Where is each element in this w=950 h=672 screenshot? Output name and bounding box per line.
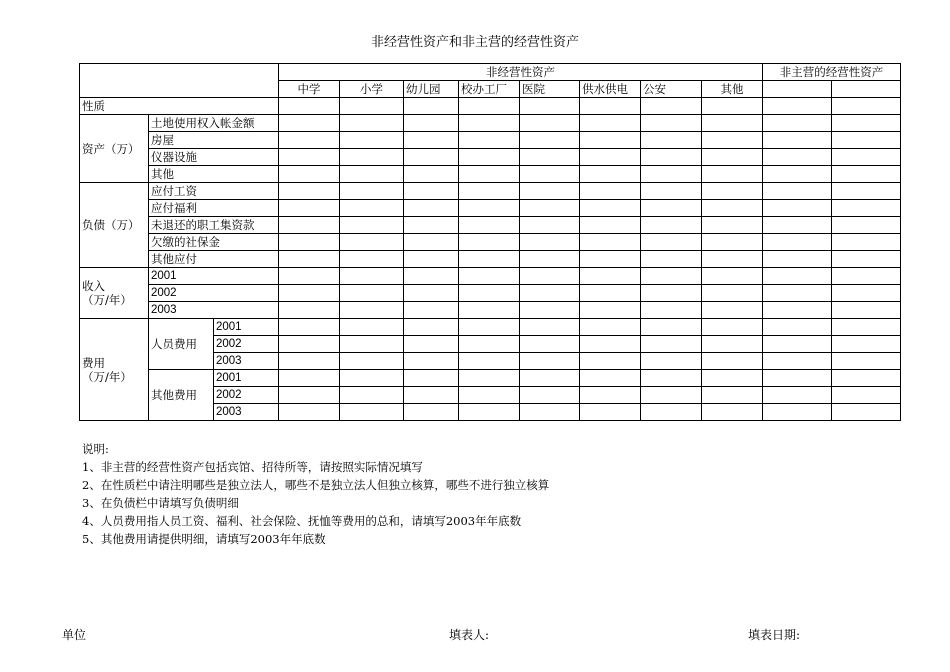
- footer-date-label: 填表日期:: [748, 628, 801, 642]
- data-entry-cell[interactable]: [520, 234, 580, 251]
- data-entry-cell[interactable]: [763, 319, 832, 336]
- data-entry-cell[interactable]: [459, 387, 520, 404]
- data-entry-cell[interactable]: [641, 319, 702, 336]
- data-entry-cell[interactable]: [763, 251, 832, 268]
- data-entry-cell[interactable]: [580, 370, 641, 387]
- data-entry-cell[interactable]: [279, 98, 340, 115]
- data-entry-cell[interactable]: [340, 115, 404, 132]
- data-entry-cell[interactable]: [404, 166, 459, 183]
- data-entry-cell[interactable]: [279, 319, 340, 336]
- data-entry-cell[interactable]: [340, 387, 404, 404]
- row-label-nature: 性质: [80, 98, 279, 115]
- data-entry-cell[interactable]: [279, 404, 340, 421]
- data-entry-cell[interactable]: [520, 370, 580, 387]
- data-entry-cell[interactable]: [702, 217, 763, 234]
- data-entry-cell[interactable]: [763, 98, 832, 115]
- data-entry-cell[interactable]: [702, 319, 763, 336]
- data-entry-cell[interactable]: [404, 98, 459, 115]
- data-entry-cell[interactable]: [641, 336, 702, 353]
- data-entry-cell[interactable]: [459, 336, 520, 353]
- row-label-asset-item: 土地使用权入帐金额: [149, 115, 279, 132]
- data-entry-cell[interactable]: [702, 166, 763, 183]
- data-entry-cell[interactable]: [459, 302, 520, 319]
- corner-cell: [80, 64, 279, 98]
- column-header-water-power: 供水供电: [580, 81, 641, 98]
- data-entry-cell[interactable]: [641, 98, 702, 115]
- data-entry-cell[interactable]: [404, 387, 459, 404]
- data-entry-cell[interactable]: [459, 370, 520, 387]
- data-entry-cell[interactable]: [832, 149, 901, 166]
- data-entry-cell[interactable]: [340, 183, 404, 200]
- data-entry-cell[interactable]: [832, 234, 901, 251]
- data-entry-cell[interactable]: [404, 285, 459, 302]
- data-entry-cell[interactable]: [459, 200, 520, 217]
- data-entry-cell[interactable]: [580, 149, 641, 166]
- data-entry-cell[interactable]: [404, 336, 459, 353]
- data-entry-cell[interactable]: [580, 200, 641, 217]
- expense-label-line2: （万/年）: [82, 369, 132, 384]
- data-entry-cell[interactable]: [279, 353, 340, 370]
- data-entry-cell[interactable]: [459, 268, 520, 285]
- column-header-blank: [832, 81, 901, 98]
- column-header-primary-school: 小学: [340, 81, 404, 98]
- data-entry-cell[interactable]: [580, 302, 641, 319]
- data-entry-cell[interactable]: [580, 217, 641, 234]
- data-entry-cell[interactable]: [520, 251, 580, 268]
- data-entry-cell[interactable]: [459, 217, 520, 234]
- data-entry-cell[interactable]: [520, 404, 580, 421]
- data-entry-cell[interactable]: [832, 98, 901, 115]
- data-entry-cell[interactable]: [404, 149, 459, 166]
- note-item: 3、在负债栏中请填写负债明细: [82, 496, 239, 510]
- data-entry-cell[interactable]: [641, 302, 702, 319]
- data-entry-cell[interactable]: [279, 217, 340, 234]
- data-entry-cell[interactable]: [340, 132, 404, 149]
- data-entry-cell[interactable]: [832, 353, 901, 370]
- data-entry-cell[interactable]: [702, 149, 763, 166]
- data-entry-cell[interactable]: [340, 200, 404, 217]
- data-entry-cell[interactable]: [580, 404, 641, 421]
- data-entry-cell[interactable]: [763, 217, 832, 234]
- data-entry-cell[interactable]: [641, 166, 702, 183]
- data-entry-cell[interactable]: [279, 115, 340, 132]
- data-entry-cell[interactable]: [580, 234, 641, 251]
- data-entry-cell[interactable]: [279, 370, 340, 387]
- data-entry-cell[interactable]: [763, 268, 832, 285]
- group-header-non-operating: 非经营性资产: [279, 64, 763, 81]
- note-item: 2、在性质栏中请注明哪些是独立法人，哪些不是独立法人但独立核算，哪些不进行独立核算: [82, 478, 550, 492]
- data-entry-cell[interactable]: [340, 98, 404, 115]
- column-header-other: 其他: [702, 81, 763, 98]
- data-entry-cell[interactable]: [702, 353, 763, 370]
- row-label-income-year: 2002: [149, 285, 279, 302]
- data-entry-cell[interactable]: [832, 370, 901, 387]
- column-header-police: 公安: [641, 81, 702, 98]
- data-entry-cell[interactable]: [763, 149, 832, 166]
- data-entry-cell[interactable]: [702, 302, 763, 319]
- data-entry-cell[interactable]: [641, 370, 702, 387]
- footer-unit-label: 单位: [62, 628, 87, 642]
- data-entry-cell[interactable]: [279, 387, 340, 404]
- data-entry-cell[interactable]: [404, 302, 459, 319]
- row-label-expense-year: 2001: [214, 319, 279, 336]
- data-entry-cell[interactable]: [763, 404, 832, 421]
- data-entry-cell[interactable]: [459, 234, 520, 251]
- data-entry-cell[interactable]: [404, 251, 459, 268]
- data-entry-cell[interactable]: [763, 132, 832, 149]
- data-entry-cell[interactable]: [340, 404, 404, 421]
- data-entry-cell[interactable]: [340, 285, 404, 302]
- data-entry-cell[interactable]: [702, 370, 763, 387]
- column-header-kindergarten: 幼儿园: [404, 81, 459, 98]
- data-entry-cell[interactable]: [641, 268, 702, 285]
- data-entry-cell[interactable]: [340, 353, 404, 370]
- data-entry-cell[interactable]: [459, 183, 520, 200]
- data-entry-cell[interactable]: [580, 183, 641, 200]
- footer-filler-label: 填表人:: [449, 628, 490, 642]
- row-label-income-year: 2003: [149, 302, 279, 319]
- data-entry-cell[interactable]: [580, 319, 641, 336]
- row-label-expense-year: 2003: [214, 353, 279, 370]
- data-entry-cell[interactable]: [580, 387, 641, 404]
- data-entry-cell[interactable]: [404, 370, 459, 387]
- data-entry-cell[interactable]: [520, 319, 580, 336]
- data-entry-cell[interactable]: [279, 200, 340, 217]
- data-entry-cell[interactable]: [580, 336, 641, 353]
- data-entry-cell[interactable]: [404, 234, 459, 251]
- page-title: 非经营性资产和非主营的经营性资产: [370, 35, 579, 50]
- note-item: 1、非主营的经营性资产包括宾馆、招待所等，请按照实际情况填写: [82, 460, 423, 474]
- data-entry-cell[interactable]: [763, 166, 832, 183]
- data-entry-cell[interactable]: [340, 251, 404, 268]
- data-entry-cell[interactable]: [641, 149, 702, 166]
- data-entry-cell[interactable]: [520, 285, 580, 302]
- data-entry-cell[interactable]: [459, 251, 520, 268]
- data-entry-cell[interactable]: [340, 234, 404, 251]
- data-entry-cell[interactable]: [641, 200, 702, 217]
- data-entry-cell[interactable]: [832, 132, 901, 149]
- column-header-school-factory: 校办工厂: [459, 81, 520, 98]
- data-entry-cell[interactable]: [520, 115, 580, 132]
- expense-label-line1: 费用: [82, 355, 105, 370]
- notes-block: [82, 440, 549, 548]
- data-entry-cell[interactable]: [520, 353, 580, 370]
- data-entry-cell[interactable]: [340, 319, 404, 336]
- data-entry-cell[interactable]: [520, 149, 580, 166]
- data-entry-cell[interactable]: [459, 98, 520, 115]
- row-label-liability-item: 应付工资: [149, 183, 279, 200]
- data-entry-cell[interactable]: [580, 115, 641, 132]
- data-entry-cell[interactable]: [832, 336, 901, 353]
- data-entry-cell[interactable]: [580, 251, 641, 268]
- row-label-liability-item: 欠缴的社保金: [149, 234, 279, 251]
- data-entry-cell[interactable]: [580, 166, 641, 183]
- row-label-expense-year: 2003: [214, 404, 279, 421]
- group-header-non-main: 非主营的经营性资产: [763, 64, 901, 81]
- data-entry-cell[interactable]: [702, 115, 763, 132]
- row-label-asset-item: 仪器设施: [149, 149, 279, 166]
- data-entry-cell[interactable]: [404, 132, 459, 149]
- data-entry-cell[interactable]: [520, 98, 580, 115]
- data-entry-cell[interactable]: [404, 268, 459, 285]
- income-label-line2: （万/年）: [82, 293, 132, 307]
- row-label-liability-item: 未退还的职工集资款: [149, 217, 279, 234]
- asset-form-table: [79, 63, 901, 421]
- data-entry-cell[interactable]: [702, 183, 763, 200]
- data-entry-cell[interactable]: [520, 183, 580, 200]
- data-entry-cell[interactable]: [279, 132, 340, 149]
- section-label-income: [80, 268, 149, 319]
- data-entry-cell[interactable]: [763, 115, 832, 132]
- data-entry-cell[interactable]: [641, 251, 702, 268]
- row-label-expense-year: 2002: [214, 387, 279, 404]
- data-entry-cell[interactable]: [520, 302, 580, 319]
- row-label-income-year: 2001: [149, 268, 279, 285]
- data-entry-cell[interactable]: [404, 353, 459, 370]
- data-entry-cell[interactable]: [763, 183, 832, 200]
- data-entry-cell[interactable]: [763, 285, 832, 302]
- data-entry-cell[interactable]: [520, 336, 580, 353]
- data-entry-cell[interactable]: [340, 302, 404, 319]
- data-entry-cell[interactable]: [641, 217, 702, 234]
- data-entry-cell[interactable]: [404, 200, 459, 217]
- data-entry-cell[interactable]: [404, 115, 459, 132]
- data-entry-cell[interactable]: [279, 166, 340, 183]
- data-entry-cell[interactable]: [520, 217, 580, 234]
- data-entry-cell[interactable]: [340, 370, 404, 387]
- data-entry-cell[interactable]: [763, 387, 832, 404]
- data-entry-cell[interactable]: [279, 251, 340, 268]
- data-entry-cell[interactable]: [641, 353, 702, 370]
- subsection-label-other-expense: 其他费用: [149, 370, 214, 421]
- row-label-asset-item: 其他: [149, 166, 279, 183]
- data-entry-cell[interactable]: [459, 166, 520, 183]
- data-entry-cell[interactable]: [459, 353, 520, 370]
- data-entry-cell[interactable]: [702, 251, 763, 268]
- data-entry-cell[interactable]: [459, 115, 520, 132]
- data-entry-cell[interactable]: [459, 149, 520, 166]
- data-entry-cell[interactable]: [832, 302, 901, 319]
- data-entry-cell[interactable]: [832, 166, 901, 183]
- row-label-asset-item: 房屋: [149, 132, 279, 149]
- data-entry-cell[interactable]: [340, 166, 404, 183]
- data-entry-cell[interactable]: [404, 319, 459, 336]
- data-entry-cell[interactable]: [763, 200, 832, 217]
- data-entry-cell[interactable]: [763, 336, 832, 353]
- subsection-label-personnel: 人员费用: [149, 319, 214, 370]
- data-entry-cell[interactable]: [279, 302, 340, 319]
- data-entry-cell[interactable]: [763, 234, 832, 251]
- data-entry-cell[interactable]: [459, 132, 520, 149]
- row-label-expense-year: 2002: [214, 336, 279, 353]
- data-entry-cell[interactable]: [702, 404, 763, 421]
- data-entry-cell[interactable]: [702, 285, 763, 302]
- column-header-hospital: 医院: [520, 81, 580, 98]
- data-entry-cell[interactable]: [641, 183, 702, 200]
- row-label-expense-year: 2001: [214, 370, 279, 387]
- data-entry-cell[interactable]: [340, 336, 404, 353]
- data-entry-cell[interactable]: [279, 268, 340, 285]
- data-entry-cell[interactable]: [641, 132, 702, 149]
- data-entry-cell[interactable]: [702, 200, 763, 217]
- section-label-liabilities: 负债（万）: [80, 183, 149, 268]
- data-entry-cell[interactable]: [832, 200, 901, 217]
- data-entry-cell[interactable]: [763, 370, 832, 387]
- data-entry-cell[interactable]: [279, 183, 340, 200]
- data-entry-cell[interactable]: [641, 387, 702, 404]
- data-entry-cell[interactable]: [832, 217, 901, 234]
- data-entry-cell[interactable]: [404, 404, 459, 421]
- data-entry-cell[interactable]: [580, 98, 641, 115]
- data-entry-cell[interactable]: [641, 115, 702, 132]
- data-entry-cell[interactable]: [763, 353, 832, 370]
- income-label-line1: 收入: [82, 279, 105, 293]
- data-entry-cell[interactable]: [279, 149, 340, 166]
- data-entry-cell[interactable]: [702, 234, 763, 251]
- data-entry-cell[interactable]: [520, 166, 580, 183]
- data-entry-cell[interactable]: [763, 302, 832, 319]
- row-label-liability-item: 其他应付: [149, 251, 279, 268]
- data-entry-cell[interactable]: [580, 268, 641, 285]
- data-entry-cell[interactable]: [641, 234, 702, 251]
- data-entry-cell[interactable]: [459, 319, 520, 336]
- data-entry-cell[interactable]: [832, 268, 901, 285]
- data-entry-cell[interactable]: [580, 285, 641, 302]
- data-entry-cell[interactable]: [702, 132, 763, 149]
- data-entry-cell[interactable]: [520, 200, 580, 217]
- data-entry-cell[interactable]: [459, 285, 520, 302]
- data-entry-cell[interactable]: [641, 285, 702, 302]
- column-header-blank: [763, 81, 832, 98]
- data-entry-cell[interactable]: [459, 404, 520, 421]
- data-entry-cell[interactable]: [580, 132, 641, 149]
- data-entry-cell[interactable]: [832, 319, 901, 336]
- data-entry-cell[interactable]: [404, 217, 459, 234]
- section-label-expense: [80, 319, 149, 421]
- data-entry-cell[interactable]: [641, 404, 702, 421]
- data-entry-cell[interactable]: [832, 285, 901, 302]
- data-entry-cell[interactable]: [279, 285, 340, 302]
- data-entry-cell[interactable]: [340, 268, 404, 285]
- data-entry-cell[interactable]: [340, 217, 404, 234]
- column-header-middle-school: 中学: [279, 81, 340, 98]
- section-label-assets: 资产（万）: [80, 115, 149, 183]
- data-entry-cell[interactable]: [279, 336, 340, 353]
- data-entry-cell[interactable]: [340, 149, 404, 166]
- row-label-liability-item: 应付福利: [149, 200, 279, 217]
- data-entry-cell[interactable]: [702, 387, 763, 404]
- data-entry-cell[interactable]: [520, 387, 580, 404]
- data-entry-cell[interactable]: [520, 268, 580, 285]
- data-entry-cell[interactable]: [832, 404, 901, 421]
- data-entry-cell[interactable]: [580, 353, 641, 370]
- note-item: 5、其他费用请提供明细，请填写2003年年底数: [82, 532, 326, 546]
- data-entry-cell[interactable]: [832, 387, 901, 404]
- data-entry-cell[interactable]: [702, 336, 763, 353]
- note-item: 4、人员费用指人员工资、福利、社会保险、抚恤等费用的总和，请填写2003年年底数: [82, 514, 522, 528]
- data-entry-cell[interactable]: [832, 115, 901, 132]
- data-entry-cell[interactable]: [404, 183, 459, 200]
- data-entry-cell[interactable]: [520, 132, 580, 149]
- notes-heading: 说明:: [82, 442, 109, 456]
- data-entry-cell[interactable]: [832, 183, 901, 200]
- data-entry-cell[interactable]: [832, 251, 901, 268]
- data-entry-cell[interactable]: [702, 98, 763, 115]
- data-entry-cell[interactable]: [279, 234, 340, 251]
- data-entry-cell[interactable]: [702, 268, 763, 285]
